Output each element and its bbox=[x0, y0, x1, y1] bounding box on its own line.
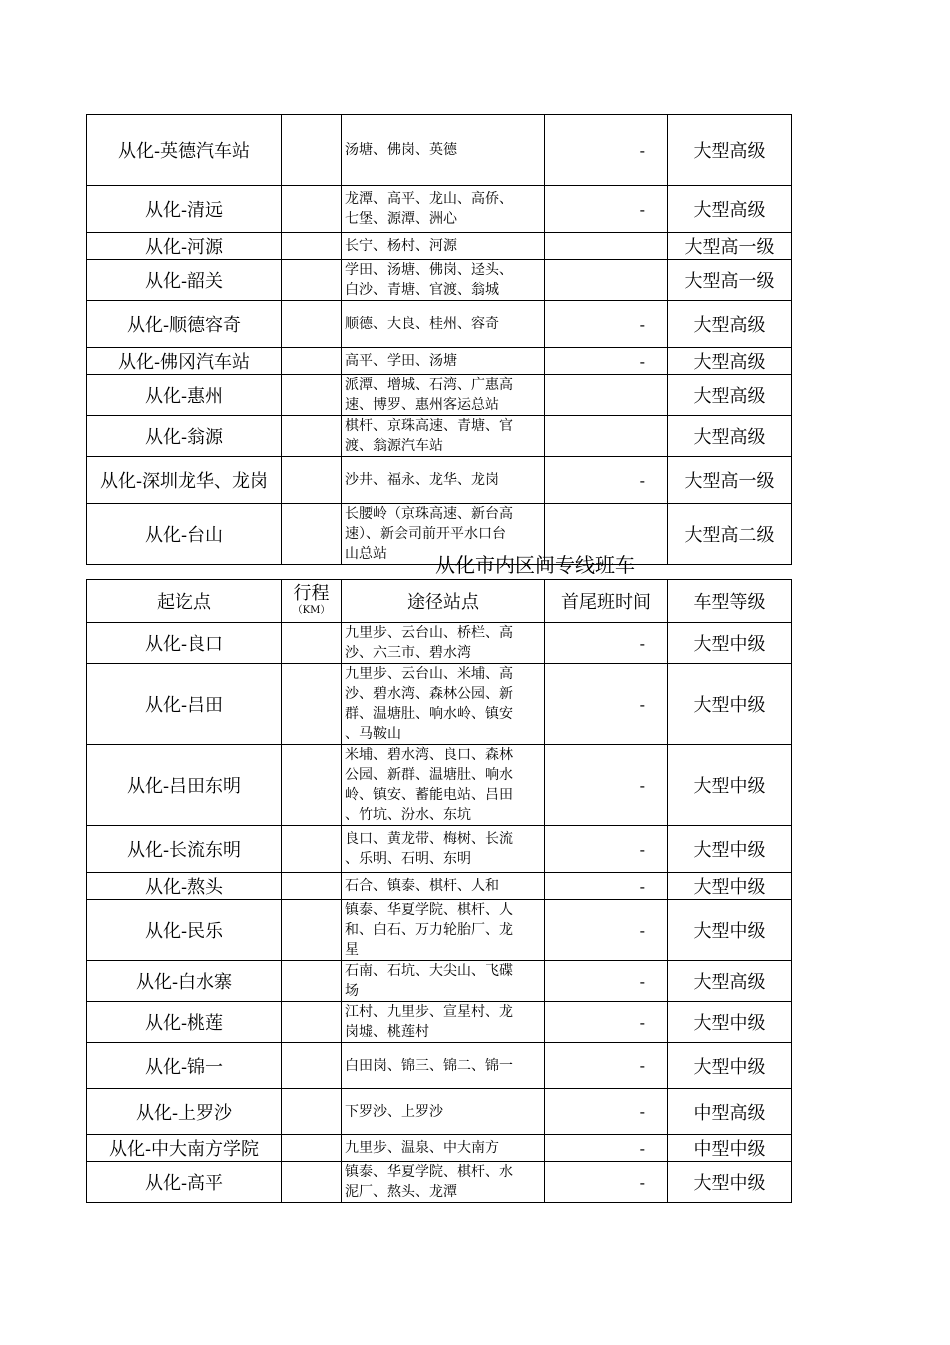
table-row bbox=[87, 301, 792, 348]
table-row bbox=[87, 1089, 792, 1135]
header-distance-unit: （KM） bbox=[292, 605, 331, 616]
bus-class-cell: 大型高二级 bbox=[668, 504, 792, 565]
route-cell: 从化-清远 bbox=[87, 186, 282, 233]
stops-line: 学田、汤塘、佛岗、迳头、 bbox=[345, 262, 513, 278]
schedule-cell: - bbox=[545, 664, 668, 745]
bus-class-cell: 中型中级 bbox=[668, 1135, 792, 1162]
stops-line: 沙井、福永、龙华、龙岗 bbox=[345, 472, 499, 488]
stops-cell bbox=[342, 115, 545, 186]
local-routes-table bbox=[86, 579, 792, 1203]
stops-line: 、竹坑、汾水、东坑 bbox=[345, 807, 471, 823]
stops-line: 沙、六三市、碧水湾 bbox=[345, 645, 471, 661]
table-row bbox=[87, 457, 792, 504]
stops-line: 长腰岭（京珠高速、新台高 bbox=[345, 506, 513, 522]
route-cell: 从化-河源 bbox=[87, 233, 282, 260]
stops-cell bbox=[342, 375, 545, 416]
table-row bbox=[87, 1135, 792, 1162]
stops-cell bbox=[342, 301, 545, 348]
schedule-cell bbox=[545, 233, 668, 260]
schedule-cell: - bbox=[545, 1043, 668, 1089]
stops-cell bbox=[342, 623, 545, 664]
bus-class-cell: 大型高级 bbox=[668, 115, 792, 186]
stops-line: 江村、九里步、宣星村、龙 bbox=[345, 1004, 513, 1020]
route-cell: 从化-佛冈汽车站 bbox=[87, 348, 282, 375]
bus-class-cell: 大型中级 bbox=[668, 900, 792, 961]
stops-line: 星 bbox=[345, 942, 359, 958]
bus-class-cell: 大型高级 bbox=[668, 375, 792, 416]
table-row bbox=[87, 260, 792, 301]
table-row bbox=[87, 745, 792, 826]
schedule-cell: - bbox=[545, 348, 668, 375]
stops-line: 龙潭、高平、龙山、高侨、 bbox=[345, 191, 513, 207]
route-cell: 从化-上罗沙 bbox=[87, 1089, 282, 1135]
route-cell: 从化-良口 bbox=[87, 623, 282, 664]
section-title: 从化市内区间专线班车 bbox=[435, 553, 635, 577]
distance-cell bbox=[282, 416, 342, 457]
stops-cell bbox=[342, 1002, 545, 1043]
route-cell: 从化-民乐 bbox=[87, 900, 282, 961]
bus-class-cell: 大型高一级 bbox=[668, 260, 792, 301]
distance-cell bbox=[282, 457, 342, 504]
stops-line: 七堡、源潭、洲心 bbox=[345, 211, 457, 227]
distance-cell bbox=[282, 301, 342, 348]
route-cell: 从化-翁源 bbox=[87, 416, 282, 457]
distance-cell bbox=[282, 1002, 342, 1043]
stops-line: 米埔、碧水湾、良口、森林 bbox=[345, 747, 513, 763]
stops-cell bbox=[342, 1162, 545, 1203]
distance-cell bbox=[282, 961, 342, 1002]
table-row bbox=[87, 664, 792, 745]
schedule-cell bbox=[545, 260, 668, 301]
route-cell: 从化-英德汽车站 bbox=[87, 115, 282, 186]
stops-cell bbox=[342, 416, 545, 457]
stops-line: 石合、镇泰、棋杆、人和 bbox=[345, 878, 499, 894]
stops-cell bbox=[342, 1089, 545, 1135]
stops-cell bbox=[342, 233, 545, 260]
stops-line: 镇泰、华夏学院、棋杆、人 bbox=[345, 902, 513, 918]
route-cell: 从化-深圳龙华、龙岗 bbox=[87, 457, 282, 504]
table-row bbox=[87, 1043, 792, 1089]
distance-cell bbox=[282, 348, 342, 375]
distance-cell bbox=[282, 375, 342, 416]
schedule-cell: - bbox=[545, 301, 668, 348]
table-row bbox=[87, 1002, 792, 1043]
schedule-cell: - bbox=[545, 1089, 668, 1135]
stops-line: 高平、学田、汤塘 bbox=[345, 353, 457, 369]
bus-class-cell: 大型高级 bbox=[668, 186, 792, 233]
schedule-cell: - bbox=[545, 457, 668, 504]
route-cell: 从化-锦一 bbox=[87, 1043, 282, 1089]
distance-cell bbox=[282, 260, 342, 301]
stops-line: 沙、碧水湾、森林公园、新 bbox=[345, 686, 513, 702]
bus-class-cell: 大型高级 bbox=[668, 301, 792, 348]
distance-cell bbox=[282, 745, 342, 826]
distance-cell bbox=[282, 664, 342, 745]
stops-line: 速、博罗、惠州客运总站 bbox=[345, 397, 499, 413]
header-distance-label: 行程 bbox=[293, 583, 330, 604]
stops-line: 岗墟、桃莲村 bbox=[345, 1024, 429, 1040]
route-cell: 从化-台山 bbox=[87, 504, 282, 565]
schedule-cell: - bbox=[545, 745, 668, 826]
stops-cell bbox=[342, 348, 545, 375]
table-row bbox=[87, 233, 792, 260]
stops-line: 泥厂、熬头、龙潭 bbox=[345, 1184, 457, 1200]
bus-class-cell: 大型中级 bbox=[668, 745, 792, 826]
stops-cell bbox=[342, 961, 545, 1002]
stops-line: 白田岗、锦三、锦二、锦一 bbox=[345, 1057, 513, 1074]
distance-cell bbox=[282, 1162, 342, 1203]
bus-class-cell: 大型中级 bbox=[668, 1002, 792, 1043]
bus-class-cell: 大型高级 bbox=[668, 348, 792, 375]
stops-line: 群、温塘肚、响水岭、镇安 bbox=[345, 706, 513, 722]
header-stops: 途径站点 bbox=[342, 580, 545, 623]
route-cell: 从化-吕田 bbox=[87, 664, 282, 745]
stops-cell bbox=[342, 1043, 545, 1089]
distance-cell bbox=[282, 233, 342, 260]
distance-cell bbox=[282, 1089, 342, 1135]
bus-class-cell: 大型中级 bbox=[668, 1043, 792, 1089]
bus-class-cell: 大型高一级 bbox=[668, 233, 792, 260]
route-cell: 从化-惠州 bbox=[87, 375, 282, 416]
stops-line: 公园、新群、温塘肚、响水 bbox=[345, 767, 513, 783]
stops-line: 顺德、大良、桂州、容奇 bbox=[345, 316, 499, 332]
stops-cell bbox=[342, 1135, 545, 1162]
table-row bbox=[87, 961, 792, 1002]
schedule-cell: - bbox=[545, 1135, 668, 1162]
schedule-cell bbox=[545, 375, 668, 416]
stops-line: 九里步、云台山、米埔、高 bbox=[345, 666, 513, 682]
stops-cell bbox=[342, 186, 545, 233]
bus-class-cell: 中型高级 bbox=[668, 1089, 792, 1135]
schedule-cell: - bbox=[545, 826, 668, 873]
table-row bbox=[87, 348, 792, 375]
distance-cell bbox=[282, 186, 342, 233]
bus-class-cell: 大型中级 bbox=[668, 873, 792, 900]
bus-class-cell: 大型中级 bbox=[668, 664, 792, 745]
stops-line: 白沙、青塘、官渡、翁城 bbox=[345, 282, 499, 298]
stops-line: 岭、镇安、蓄能电站、吕田 bbox=[345, 787, 513, 803]
stops-line: 山总站 bbox=[345, 546, 387, 562]
stops-line: 九里步、温泉、中大南方 bbox=[345, 1140, 499, 1156]
stops-line: 九里步、云台山、桥栏、高 bbox=[345, 625, 513, 641]
table-row bbox=[87, 115, 792, 186]
route-cell: 从化-高平 bbox=[87, 1162, 282, 1203]
table-row bbox=[87, 1162, 792, 1203]
header-distance bbox=[282, 580, 342, 623]
table-row bbox=[87, 900, 792, 961]
distance-cell bbox=[282, 900, 342, 961]
distance-cell bbox=[282, 873, 342, 900]
stops-line: 场 bbox=[345, 983, 359, 999]
long-distance-table bbox=[86, 114, 792, 565]
stops-line: 良口、黄龙带、梅树、长流 bbox=[345, 831, 513, 847]
table-row bbox=[87, 623, 792, 664]
header-bus-class: 车型等级 bbox=[668, 580, 792, 623]
stops-cell bbox=[342, 873, 545, 900]
stops-line: 和、白石、万力轮胎厂、龙 bbox=[345, 922, 513, 938]
bus-class-cell: 大型中级 bbox=[668, 1162, 792, 1203]
stops-line: 下罗沙、上罗沙 bbox=[345, 1103, 443, 1120]
stops-cell bbox=[342, 745, 545, 826]
stops-cell bbox=[342, 826, 545, 873]
bus-class-cell: 大型高级 bbox=[668, 416, 792, 457]
distance-cell bbox=[282, 504, 342, 565]
table-row bbox=[87, 826, 792, 873]
stops-line: 棋杆、京珠高速、青塘、官 bbox=[345, 418, 513, 434]
route-cell: 从化-中大南方学院 bbox=[87, 1135, 282, 1162]
table-row bbox=[87, 375, 792, 416]
bus-class-cell: 大型中级 bbox=[668, 826, 792, 873]
schedule-cell bbox=[545, 416, 668, 457]
schedule-cell: - bbox=[545, 623, 668, 664]
schedule-cell: - bbox=[545, 1162, 668, 1203]
bus-class-cell: 大型中级 bbox=[668, 623, 792, 664]
table-row bbox=[87, 186, 792, 233]
table-header-row bbox=[87, 580, 792, 623]
stops-line: 镇泰、华夏学院、棋杆、水 bbox=[345, 1164, 513, 1180]
schedule-cell: - bbox=[545, 115, 668, 186]
stops-cell bbox=[342, 664, 545, 745]
stops-cell bbox=[342, 900, 545, 961]
stops-cell bbox=[342, 457, 545, 504]
route-cell: 从化-长流东明 bbox=[87, 826, 282, 873]
stops-line: 速）、新会司前开平水口台 bbox=[345, 526, 506, 542]
distance-cell bbox=[282, 826, 342, 873]
distance-cell bbox=[282, 623, 342, 664]
schedule-cell: - bbox=[545, 961, 668, 1002]
route-cell: 从化-韶关 bbox=[87, 260, 282, 301]
route-cell: 从化-顺德容奇 bbox=[87, 301, 282, 348]
header-origin: 起讫点 bbox=[87, 580, 282, 623]
table-row bbox=[87, 416, 792, 457]
route-cell: 从化-熬头 bbox=[87, 873, 282, 900]
table-row bbox=[87, 873, 792, 900]
route-cell: 从化-白水寨 bbox=[87, 961, 282, 1002]
distance-cell bbox=[282, 115, 342, 186]
distance-cell bbox=[282, 1043, 342, 1089]
stops-line: 汤塘、佛岗、英德 bbox=[345, 142, 457, 158]
header-schedule: 首尾班时间 bbox=[545, 580, 668, 623]
route-cell: 从化-吕田东明 bbox=[87, 745, 282, 826]
stops-line: 长宁、杨村、河源 bbox=[345, 238, 457, 254]
bus-class-cell: 大型高一级 bbox=[668, 457, 792, 504]
local-routes-table-body bbox=[87, 623, 792, 1203]
stops-line: 、马鞍山 bbox=[345, 726, 401, 742]
stops-line: 、乐明、石明、东明 bbox=[345, 851, 471, 867]
schedule-cell: - bbox=[545, 186, 668, 233]
stops-line: 派潭、增城、石湾、广惠高 bbox=[345, 377, 513, 393]
schedule-cell: - bbox=[545, 1002, 668, 1043]
route-cell: 从化-桃莲 bbox=[87, 1002, 282, 1043]
distance-cell bbox=[282, 1135, 342, 1162]
schedule-cell: - bbox=[545, 873, 668, 900]
schedule-cell: - bbox=[545, 900, 668, 961]
stops-line: 渡、翁源汽车站 bbox=[345, 438, 443, 454]
stops-line: 石南、石坑、大尖山、飞碟 bbox=[345, 963, 513, 979]
long-distance-table-body bbox=[87, 115, 792, 565]
bus-class-cell: 大型高级 bbox=[668, 961, 792, 1002]
stops-cell bbox=[342, 260, 545, 301]
